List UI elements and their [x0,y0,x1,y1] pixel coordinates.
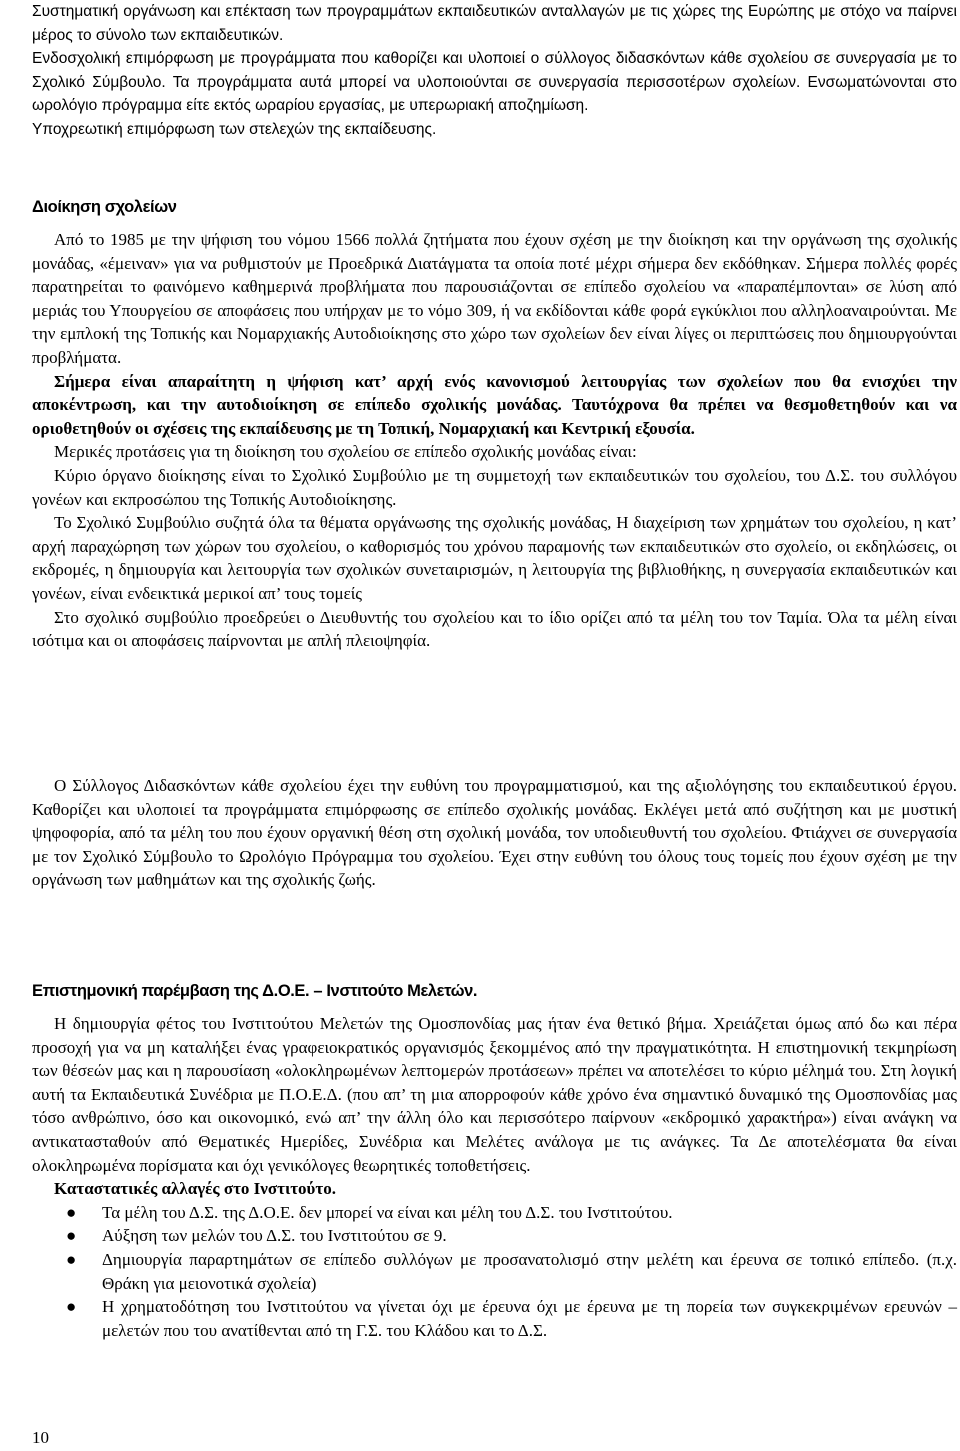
paragraph-mandatory-training: Υποχρεωτική επιμόρφωση των στελεχών της εκπαίδευσης. [32,120,437,138]
statute-changes-list [32,1201,957,1343]
bullet-icon: ● [66,1226,77,1246]
bullet-icon: ● [66,1249,77,1269]
paragraph-proposals-intro: Μερικές προτάσεις για τη διοίκηση του σχολείου σε επίπεδο σχολικής μονάδας είναι: [54,442,637,462]
list-item: ● Αύξηση των μελών του Δ.Σ. του Ινστιτούτου σε 9. [32,1224,957,1248]
section-heading-school-administration: Διοίκηση σχολείων [32,198,177,216]
subheading-statute-changes: Καταστατικές αλλαγές στο Ινστιτούτο. [54,1179,336,1199]
paragraph-exchange-programs: Συστηματική οργάνωση και επέκταση των προγραμμάτων εκπαιδευτικών ανταλλαγών με τις χώρες της Ευρώπης με στόχο να παίρνει μέρος το σύνολο των εκπαιδευτικών. [32,3,957,44]
paragraph-school-training: Ενδοσχολική επιμόρφωση με προγράμματα που καθορίζει και υλοποιεί ο σύλλογος διδασκόντων κάθε σχολείου σε συνεργασία με το Σχολικό Σύμβουλο. Τα προγράμματα αυτά μπορεί να υλοποιούνται σε συνεργασία περισσοτέρων σχολείων. Ενσωματώνονται στο ωρολόγιο πρόγραμμα είτε εκτός ωραρίου εργασίας, με υπερωριακή αποζημίωση. [32,50,957,114]
paragraph-teachers-association: Ο Σύλλογος Διδασκόντων κάθε σχολείου έχει την ευθύνη του προγραμματισμού, και της αξιολόγησης του εκπαιδευτικού έργου. Καθορίζει και υλοποιεί τα προγράμματα επιμόρφωσης σε επίπεδο σχολικής μονάδας. Εκλέγει μετά από συζήτηση και με μυστική ψηφοφορία, από τα μέλη του που έχουν οργανική θέση στη σχολική μονάδα, τον υποδιευθυντή του σχολείου. Φτιάχνει σε συνεργασία με τον Σχολικό Σύμβουλο το Ωρολόγιο Πρόγραμμα του σχολείου. Έχει στην ευθύνη του όλους τους τομείς που έχουν σχέση με την οργάνωση των μαθημάτων και της σχολικής ζωής. [32,776,957,890]
paragraph-council-chair: Στο σχολικό συμβούλιο προεδρεύει ο Διευθυντής του σχολείου και το ίδιο ορίζει από τα μέλη του τον Ταμία. Όλα τα μέλη είναι ισότιμα και οι αποφάσεις παίρνονται με απλή πλειοψηφία. [32,607,957,651]
paragraph-law-1566: Από το 1985 με την ψήφιση του νόμου 1566 πολλά ζητήματα που έχουν σχέση με την διοίκηση και την οργάνωση της σχολικής μονάδας, «έμειναν» για να ρυθμιστούν με Προεδρικά Διατάγματα τα οποία ποτέ μέχρι σήμερα δεν εκδόθηκαν. Σήμερα πολλές φορές παρατηρείται το φαινόμενο καθημερινά προβλήματα που παρουσιάζονται σε επίπεδο σχολείου να «παραπέμπονται» σε λύση από μεριάς του Υπουργείου σε αποφάσεις που υπήρχαν με το νόμο 309, ή να εκδίδονται κάθε φορά εγκύκλιοι που αλληλοαναιρούνται. Με την εμπλοκή της Τοπικής και Νομαρχιακής Αυτοδιοίκησης στο χώρο των σχολείων δεν είναι λίγες οι περιπτώσεις που δημιουργούνται προβλήματα. [32,230,957,367]
list-item: ● Δημιουργία παραρτημάτων σε επίπεδο συλλόγων με προσανατολισμό στην μελέτη και έρευνα σε τοπικό επίπεδο. (π.χ. Θράκη για μειονοτικά σχολεία) [66,1249,957,1293]
bullet-icon: ● [66,1297,77,1317]
paragraph-school-council: Κύριο όργανο διοίκησης είναι το Σχολικό Συμβούλιο με τη συμμετοχή των εκπαιδευτικών του σχολείου, του Δ.Σ. του συλλόγου γονέων και εκπροσώπου της Τοπικής Αυτοδιοίκησης. [32,465,957,509]
list-item: ● Τα μέλη του Δ.Σ. της Δ.Ο.Ε. δεν μπορεί να είναι και μέλη του Δ.Σ. του Ινστιτούτου. [32,1201,957,1225]
section-teachers-association [32,774,957,892]
list-item: ● Η χρηματοδότηση του Ινστιτούτου να γίνεται όχι με έρευνα όχι με έρευνα με τη πορεία των συγκεκριμένων ερευνών – μελετών που του ανατίθενται από τη Γ.Σ. του Κλάδου και το Δ.Σ. [66,1297,957,1340]
paragraph-council-topics: Το Σχολικό Συμβούλιο συζητά όλα τα θέματα οργάνωσης της σχολικής μονάδας, Η διαχείριση των χρημάτων του σχολείου, η κατ’ αρχή παραχώρηση των χώρων του σχολείου, ο καθορισμός του χρόνου παραμονής των εκπαιδευτικών στο σχολείο, οι εκδηλώσεις, οι εκδρομές, η δημιουργία και λειτουργία των σχολικών συνεταιρισμών, η λειτουργία της βιβλιοθήκης, η συνεργασία εκπαιδευτικών και γονέων, είναι ενδεικτικά μερικοί απ’ τους τομείς [32,513,957,603]
paragraph-institute: Η δημιουργία φέτος του Ινστιτούτου Μελετών της Ομοσπονδίας μας ήταν ένα θετικό βήμα. Χρειάζεται όμως από δω και πέρα προσοχή για να μη καταλήξει ένας γραφειοκρατικός οργανισμός ξεκομμένος από την πραγματικότητα. Η επιστημονική τεκμηρίωση των θέσεών μας και η παρουσίαση «ολοκληρωμένων λεπτομερών προτάσεων» πρέπει να αποτελέσει το κύριο μέλημά του. Στη λογική αυτή τα Εκπαιδευτικά Συνέδρια με Π.Ο.Ε.Δ. (που απ’ τη μια απορροφούν κάθε χρόνο ένα σημαντικό δυναμικό της Ομοσπονδίας μας τόσο ανθρώπινο, όσο και οικονομικό, ενώ απ’ την άλλη όλο και περισσότερο παίρνουν «εκδρομικό χαρακτήρα») είναι ανάγκη να αντικατασταθούν από Θεματικές Ημερίδες, Συνέδρια και Μελέτες ανάλογα με τις ανάγκες. Τα Δε αποτελέσματα θα είναι ολοκληρωμένα πορίσματα και όχι γενικόλογες θεωρητικές τοποθετήσεις. [32,1014,957,1175]
bullet-icon: ● [66,1202,77,1222]
page-number: 10 [32,1428,49,1447]
section-administration-body [32,228,957,653]
section-heading-institute: Επιστημονική παρέμβαση της Δ.Ο.Ε. – Ινστιτούτο Μελετών. [32,982,478,1000]
paragraph-regulation-bold: Σήμερα είναι απαραίτητη η ψήφιση κατ’ αρχή ενός κανονισμού λειτουργίας των σχολείων που θα ενισχύει την αποκέντρωση, και την αυτοδιοίκηση σε επίπεδο σχολικής μονάδας. Ταυτόχρονα θα πρέπει να θεσμοθετηθούν και να οριοθετηθούν οι σχέσεις της εκπαίδευσης με τη Τοπική, Νομαρχιακή και Κεντρική εξουσία. [32,371,957,438]
section-institute-body [32,1012,957,1342]
top-paragraphs [32,0,957,141]
